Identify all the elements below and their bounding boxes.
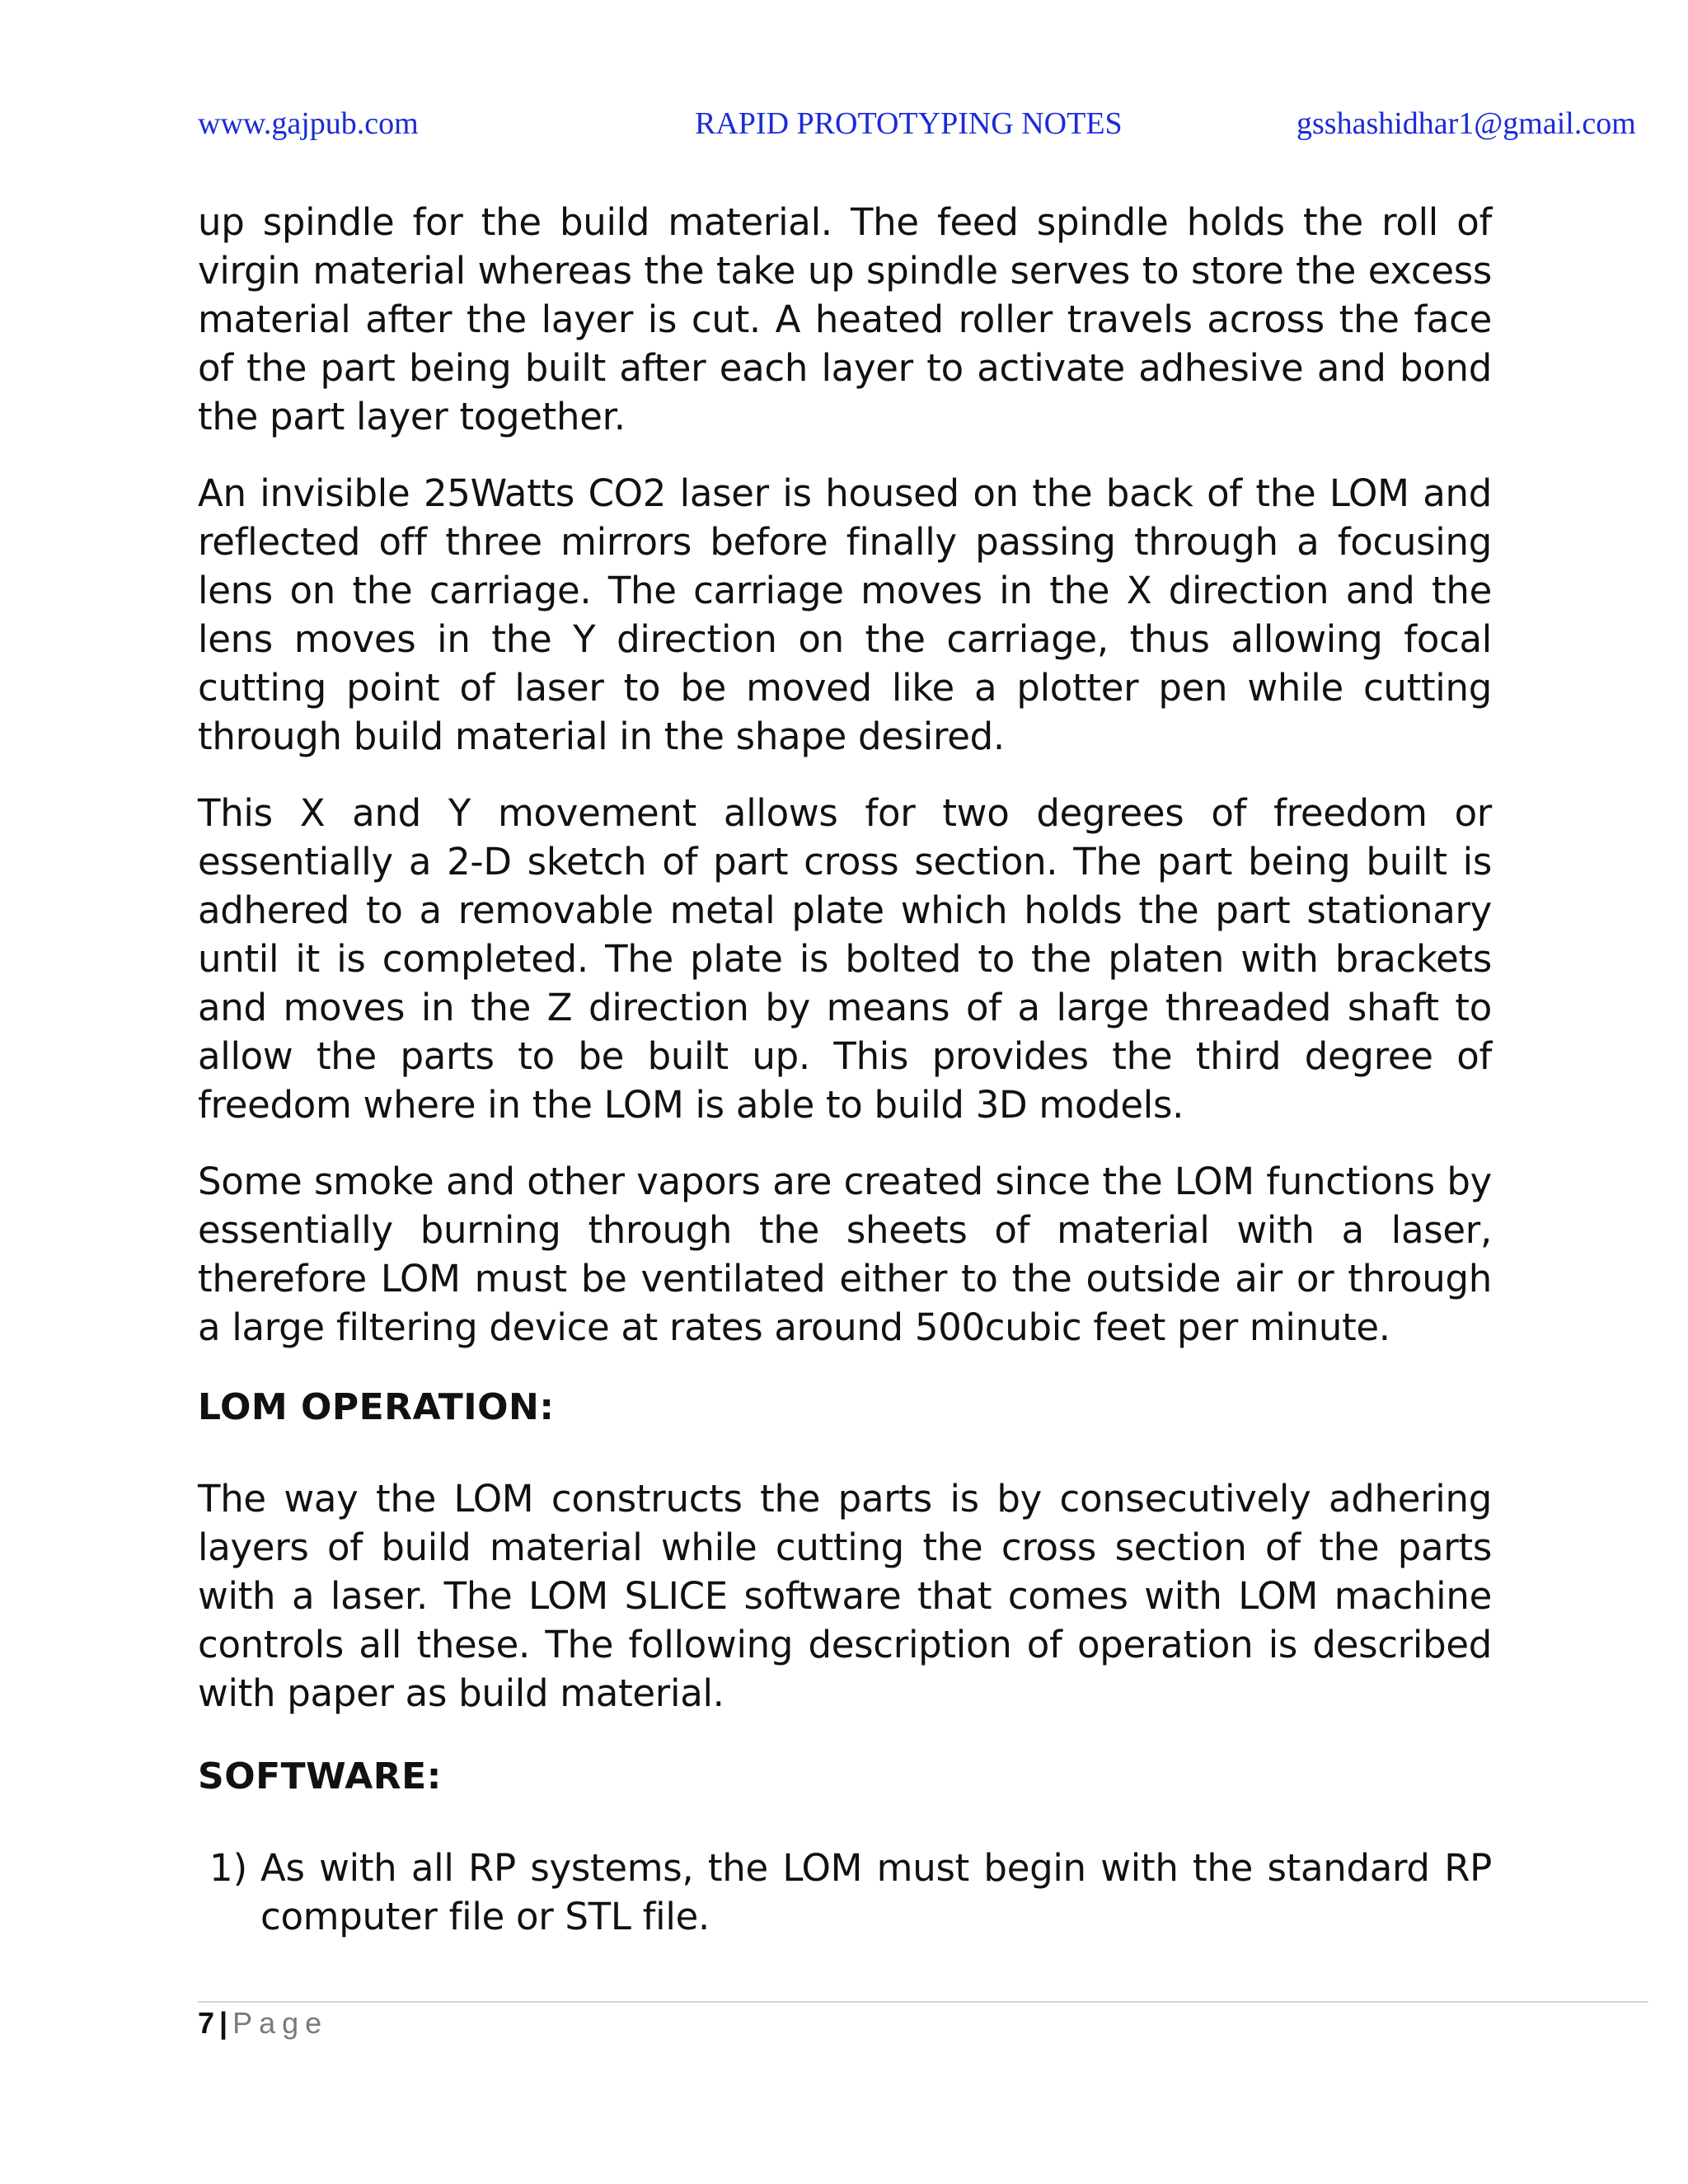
header-website: www.gajpub.com <box>198 106 419 141</box>
paragraph-feed-spindle: up spindle for the build material. The feed spindle holds the roll of virgin material whereas the take up spindle serves to store the excess material after the layer is cut. A heated roller travels across the face of the part being built after each layer to activate adhesive and bond the part layer together. <box>198 200 1492 438</box>
footer-separator: | <box>219 2006 228 2040</box>
list-item <box>198 1844 1492 1941</box>
paragraph-lom-operation: The way the LOM constructs the parts is by consecutively adhering layers of build material while cutting the cross section of the parts with a laser. The LOM SLICE software that comes with LOM machine controls all these. The following description of operation is described with paper as build material. <box>198 1477 1492 1715</box>
heading-lom-operation: LOM OPERATION: <box>198 1386 555 1428</box>
list-item-text: As with all RP systems, the LOM must begin with the standard RP computer file or STL file. <box>260 1846 1492 1938</box>
page-word: Page <box>232 2006 329 2040</box>
paragraph-laser: An invisible 25Watts CO2 laser is housed on the back of the LOM and reflected off three mirrors before finally passing through a focusing lens on the carriage. The carriage moves in the X direction and the lens moves in the Y direction on the carriage, thus allowing focal cutting point of laser to be moved like a plotter pen while cutting through build material in the shape desired. <box>198 471 1492 758</box>
page-header <box>0 105 1688 155</box>
header-email: gsshashidhar1@gmail.com <box>1296 106 1636 141</box>
paragraph-xy-movement: This X and Y movement allows for two degrees of freedom or essentially a 2-D sketch of part cross section. The part being built is adhered to a removable metal plate which holds the part stationary until it is completed. The plate is bolted to the platen with brackets and moves in the Z direction by means of a large threaded shaft to allow the parts to be built up. This provides the third degree of freedom where in the LOM is able to build 3D models. <box>198 791 1492 1127</box>
header-title: RAPID PROTOTYPING NOTES <box>695 106 1123 141</box>
paragraph-smoke: Some smoke and other vapors are created since the LOM functions by essentially burning through the sheets of material with a laser, therefore LOM must be ventilated either to the outside air or through a large filtering device at rates around 500cubic feet per minute. <box>198 1160 1492 1349</box>
page-number: 7 <box>198 2006 215 2040</box>
page-footer <box>198 2006 328 2041</box>
heading-software: SOFTWARE: <box>198 1755 442 1797</box>
page-content <box>198 198 1492 1941</box>
list-item-number: 1) <box>209 1846 248 1890</box>
footer-divider <box>198 2001 1648 2003</box>
